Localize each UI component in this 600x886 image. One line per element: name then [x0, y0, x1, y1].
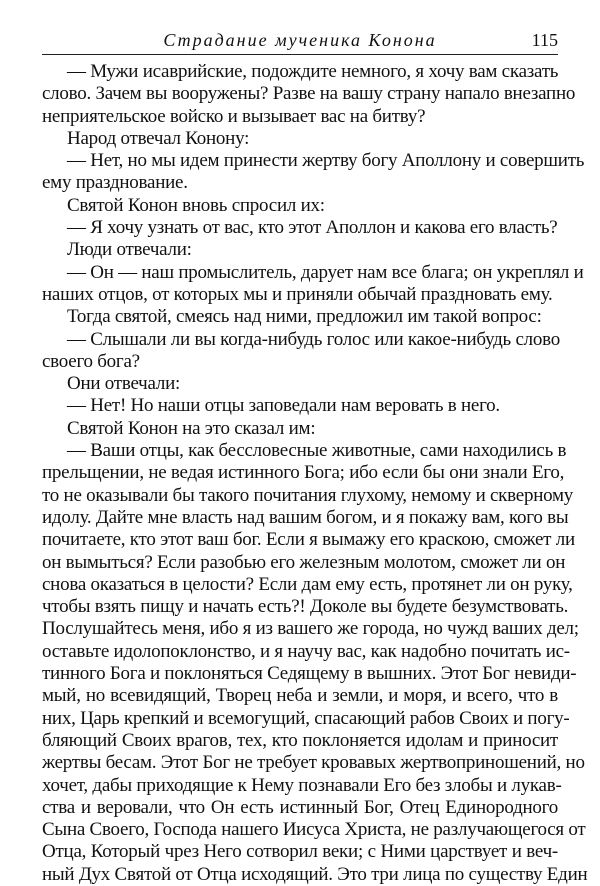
page-number: 115	[531, 30, 558, 50]
running-title: Страдание мученика Конона	[163, 30, 437, 50]
text-line: прельщении, не ведая истинного Бога; ибо если бы они знали Его,	[42, 462, 565, 484]
text-line: чтобы взять пищу и начать есть?! Доколе вы будете безумствовать.	[42, 596, 569, 618]
text-line: — Я хочу узнать от вас, кто этот Аполлон и какова его власть?	[67, 217, 558, 239]
text-line: Святой Конон вновь спросил их:	[67, 194, 325, 216]
text-line: своего бога?	[42, 350, 140, 372]
paragraph	[42, 61, 576, 128]
paragraph	[42, 306, 558, 328]
text-line: Народ отвечал Конону:	[67, 127, 250, 149]
text-line: ный Дух Святой от Отца исходящий. Это три лица по существу Един	[42, 863, 588, 885]
text-line: тинного Бога и поклоняться Седящему в вышних. Этот Бог невиди-	[42, 663, 577, 685]
text-line: снова оказаться в целости? Если дам ему есть, протянет ли он руку,	[42, 573, 573, 595]
text-line: Тогда святой, смеясь над ними, предложил им такой вопрос:	[67, 306, 542, 328]
running-header	[42, 28, 558, 55]
text-line: — Нет, но мы идем принести жертву богу Аполлону и совершить	[67, 150, 585, 172]
text-line: то не оказывали бы такого почитания глухому, немому и скверному	[42, 484, 574, 506]
text-line: Отца, Который чрез Него сотворил веки; с Ними царствует и веч-	[42, 841, 558, 863]
paragraph	[42, 217, 558, 239]
paragraph	[42, 239, 558, 261]
text-line: бляющий Своих врагов, тех, кто поклоняется идолам и приносит	[42, 729, 558, 751]
paragraph	[42, 261, 584, 307]
text-line: почитаете, кто этот ваш бог. Если я вымажу его краскою, сможет ли	[42, 529, 575, 551]
text-line: он вымыться? Если разобью его железным молотом, сможет ли он	[42, 551, 566, 573]
text-line: — Ваши отцы, как бессловесные животные, сами находились в	[67, 440, 567, 462]
paragraph	[42, 395, 558, 417]
body-text	[42, 61, 588, 886]
paragraph	[42, 195, 558, 217]
paragraph	[42, 329, 558, 374]
text-line: Послушайтесь меня, ибо я из вашего же города, но чужд ваших дел;	[42, 618, 579, 640]
text-line: наших отцов, от которых мы и приняли обычай праздновать ему.	[42, 283, 553, 305]
paragraph	[42, 373, 558, 395]
text-line: Сына Своего, Господа нашего Иисуса Христа, не разлучающегося от	[42, 819, 586, 841]
text-line: Они отвечали:	[67, 373, 181, 395]
paragraph	[42, 150, 585, 195]
text-line: — Слышали ли вы когда-нибудь голос или какое-нибудь слово	[67, 328, 560, 350]
text-line: ства и веровали, что Он есть истинный Бог, Отец Единородного	[42, 796, 558, 818]
text-line: слово. Зачем вы вооружены? Разве на вашу страну напало внезапно	[42, 83, 576, 105]
text-line: жертвы бесам. Этот Бог не требует кровавых жертвоприношений, но	[42, 752, 585, 774]
text-line: — Мужи исаврийские, подождите немного, я хочу вам сказать	[67, 61, 559, 82]
text-line: — Он — наш промыслитель, дарует нам все блага; он укреплял и	[67, 261, 584, 283]
text-line: оставьте идолопоклонство, и я научу вас, как надобно почитать ис-	[42, 640, 570, 662]
text-line: них, Царь крепкий и всемогущий, спасающий рабов Своих и погу-	[42, 707, 570, 729]
text-line: мый, но всевидящий, Творец неба и земли, и моря, и всего, что в	[42, 685, 558, 707]
paragraph	[42, 418, 558, 440]
paragraph	[42, 440, 588, 886]
paragraph	[42, 128, 558, 150]
text-line: Люди отвечали:	[67, 239, 192, 261]
text-line: Святой Конон на это сказал им:	[67, 417, 316, 439]
text-line: — Нет! Но наши отцы заповедали нам веровать в него.	[67, 395, 500, 417]
text-line: хочет, дабы приходящие к Нему познавали Его без злобы и лукав-	[42, 774, 562, 796]
text-line: идолу. Дайте мне власть над вашим богом, и я покажу вам, кого вы	[42, 506, 569, 528]
text-line: ему празднование.	[42, 172, 188, 194]
text-line: неприятельское войско и вызывает вас на битву?	[42, 105, 426, 127]
